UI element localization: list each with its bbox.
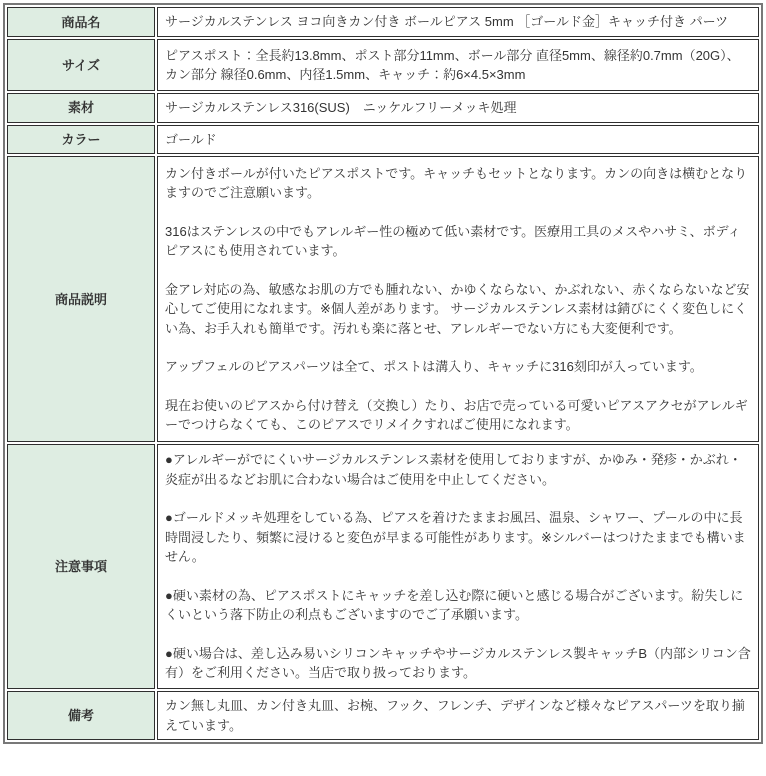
spec-row-color (7, 125, 759, 155)
spec-row-product-name (7, 7, 759, 37)
paragraph: アップフェルのピアスパーツは全て、ポストは溝入り、キャッチに316刻印が入っています。 (165, 359, 703, 374)
row-label-product-name: 商品名 (7, 7, 155, 37)
spec-row-material (7, 93, 759, 123)
row-value-product-name (157, 7, 759, 37)
row-label-color: カラー (7, 125, 155, 155)
paragraph: ●ゴールドメッキ処理をしている為、ピアスを着けたままお風呂、温泉、シャワー、プールの中に長時間浸したり、頻繁に浸けると変色が早まる可能性があります。※シルバーはつけたままでも構いません。 (165, 510, 746, 565)
paragraph: ●硬い場合は、差し込み易いシリコンキャッチやサージカルステンレス製キャッチB（内部シリコン含有）をご利用ください。当店で取り扱っております。 (165, 645, 751, 681)
row-value-material (157, 93, 759, 123)
paragraph: ●アレルギーがでにくいサージカルステンレス素材を使用しておりますが、かゆみ・発疹・かぶれ・炎症が出るなどお肌に合わない場合はご使用を中止してください。 (165, 452, 742, 487)
paragraph: ●硬い素材の為、ピアスポストにキャッチを差し込む際に硬いと感じる場合がございます。紛失しにくいという落下防止の利点もございますのでご了承願います。 (165, 587, 744, 623)
spec-row-size (7, 39, 759, 91)
paragraph: サージカルステンレス ヨコ向きカン付き ボールピアス 5mm ［ゴールド金］キャッチ付き パーツ (165, 14, 729, 30)
row-paragraphs (165, 12, 751, 32)
paragraph: カン無し丸皿、カン付き丸皿、お椀、フック、フレンチ、デザインなど様々なピアスパーツを取り揃えています。 (165, 698, 745, 733)
row-paragraphs (165, 130, 751, 150)
spec-table-body (7, 7, 759, 740)
row-value-notes (157, 691, 759, 740)
row-label-cautions: 注意事項 (7, 444, 155, 689)
row-label-size: サイズ (7, 39, 155, 91)
row-label-material: 素材 (7, 93, 155, 123)
spec-row-notes (7, 691, 759, 740)
product-spec-table (3, 3, 763, 744)
paragraph: 金アレ対応の為、敏感なお肌の方でも腫れない、かゆくならない、かぶれない、赤くならないなど安心してご使用になれます。※個人差があります。 サージカルステンレス素材は錆びにくく変色しにくい為、お手入れも簡単です。汚れも楽に落とせ、アレルギーでない方にも大変便利です。 (165, 281, 750, 336)
row-value-description (157, 156, 759, 442)
paragraph: ゴールド (165, 131, 217, 147)
row-label-description: 商品説明 (7, 156, 155, 442)
row-paragraphs (165, 46, 751, 85)
paragraph: 316はステンレスの中でもアレルギー性の極めて低い素材です。医療用工具のメスやハサミ、ボディピアスにも使用されています。 (165, 223, 741, 258)
paragraph: 現在お使いのピアスから付け替え（交換し）たり、お店で売っている可愛いピアスアクセがアレルギーでつけらなくても、このピアスでリメイクすればご使用になれます。 (165, 397, 748, 432)
spec-row-cautions (7, 444, 759, 689)
row-paragraphs (165, 450, 751, 683)
row-paragraphs (165, 696, 751, 735)
row-value-size (157, 39, 759, 91)
row-value-cautions (157, 444, 759, 689)
paragraph: カン付きボールが付いたピアスポストです。キャッチもセットとなります。カンの向きは横むとなりますのでご注意願います。 (165, 165, 748, 200)
row-label-notes: 備考 (7, 691, 155, 740)
row-paragraphs (165, 164, 751, 435)
paragraph: サージカルステンレス316(SUS) ニッケルフリーメッキ処理 (165, 100, 517, 115)
row-value-color (157, 125, 759, 155)
row-paragraphs (165, 98, 751, 118)
paragraph: ピアスポスト：全長約13.8mm、ポスト部分11mm、ボール部分 直径5mm、線径約0.7mm（20G）、カン部分 線径0.6mm、内径1.5mm、キャッチ：約6×4.5×3mm (165, 47, 740, 82)
spec-row-description (7, 156, 759, 442)
